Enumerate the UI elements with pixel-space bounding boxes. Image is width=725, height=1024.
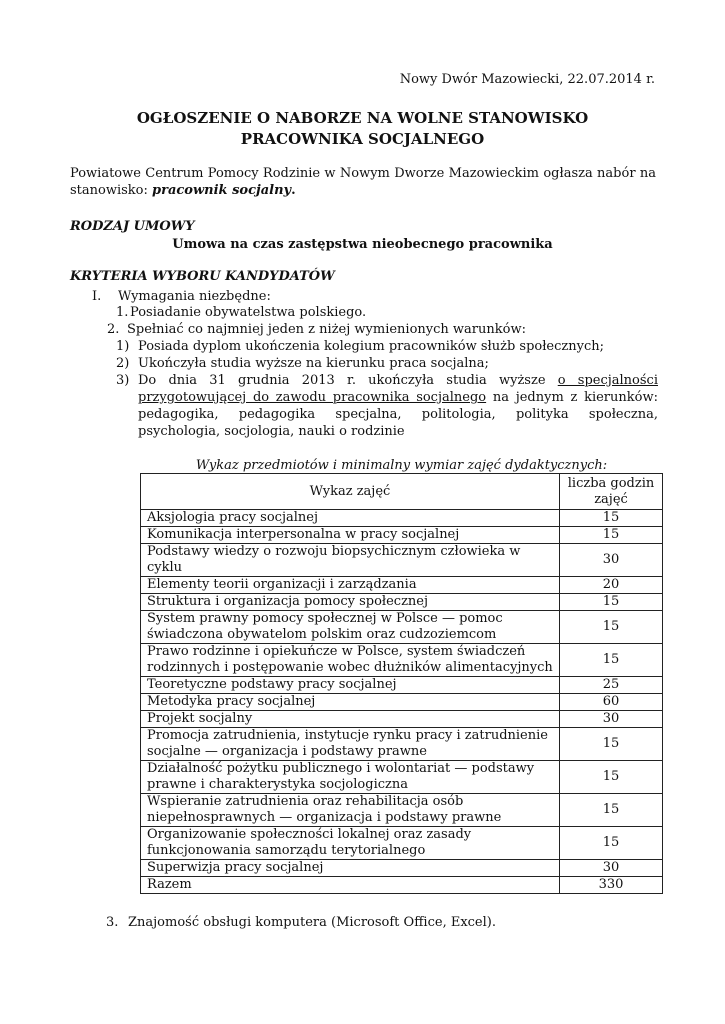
hours-cell: 15 <box>560 794 663 827</box>
contract-value: Umowa na czas zastępstwa nieobecnego pracownika <box>172 237 553 252</box>
subject-cell: Działalność pożytku publicznego i wolontariat — podstawy prawne i charakterystyka socjologiczna <box>141 761 560 794</box>
subject-cell: Promocja zatrudnienia, instytucje rynku pracy i zatrudnienie socjalne — organizacja i podstawy prawne <box>141 728 560 761</box>
table-row <box>141 827 663 860</box>
table-row <box>141 644 663 677</box>
contract-heading: RODZAJ UMOWY <box>70 219 195 234</box>
subject-cell: Teoretyczne podstawy pracy socjalnej <box>141 677 560 694</box>
table-row <box>141 728 663 761</box>
table-row <box>141 544 663 577</box>
table-header-hours: liczba godzin zajęć <box>560 474 663 510</box>
hours-cell: 15 <box>560 527 663 544</box>
hours-cell: 15 <box>560 611 663 644</box>
list-item-number: 1. <box>116 305 129 320</box>
table-row <box>141 677 663 694</box>
sub-list-item-text <box>138 372 658 440</box>
table-header-row <box>141 474 663 510</box>
subject-cell: Organizowanie społeczności lokalnej oraz zasady funkcjonowania samorządu terytorialnego <box>141 827 560 860</box>
subject-cell: System prawny pomocy społecznej w Polsce — pomoc świadczona obywatelom polskim oraz cudzoziemcom <box>141 611 560 644</box>
table-header-subjects: Wykaz zajęć <box>141 474 560 510</box>
hours-cell: 330 <box>560 877 663 894</box>
intro-prefix: stanowisko: <box>70 183 153 198</box>
subject-cell: Aksjologia pracy socjalnej <box>141 510 560 527</box>
table-row <box>141 527 663 544</box>
requirements-number: I. <box>92 289 102 304</box>
subject-cell: Wspieranie zatrudnienia oraz rehabilitacja osób niepełnosprawnych — organizacja i podstawy prawne <box>141 794 560 827</box>
list-item-number: 3. <box>106 915 119 930</box>
table-row-total <box>141 877 663 894</box>
table-row <box>141 611 663 644</box>
title-line-2: PRACOWNIKA SOCJALNEGO <box>240 130 485 148</box>
subject-cell: Struktura i organizacja pomocy społecznej <box>141 594 560 611</box>
sub-list-item-text: Posiada dyplom ukończenia kolegium pracowników służb społecznych; <box>138 339 605 354</box>
table-row <box>141 711 663 728</box>
sub3-part-2: na jednym z kierunków: pedagogika, pedagogika specjalna, politologia, polityka społeczna, psychologia, socjologia, nauki o rodzinie <box>138 390 658 439</box>
list-item-number: 2. <box>107 322 120 337</box>
table-row <box>141 761 663 794</box>
hours-cell: 15 <box>560 761 663 794</box>
intro-position: pracownik socjalny <box>152 183 292 198</box>
list-item-text: Posiadanie obywatelstwa polskiego. <box>130 305 367 320</box>
intro-paragraph <box>70 165 656 199</box>
hours-cell: 30 <box>560 711 663 728</box>
requirements-label: Wymagania niezbędne: <box>118 289 271 304</box>
subject-cell: Prawo rodzinne i opiekuńcze w Polsce, system świadczeń rodzinnych i postępowanie wobec dłużników alimentacyjnych <box>141 644 560 677</box>
sub-list-item-number: 3) <box>116 373 130 388</box>
hours-cell: 60 <box>560 694 663 711</box>
intro-line-1: Powiatowe Centrum Pomocy Rodzinie w Nowym Dworze Mazowieckim ogłasza nabór na <box>70 166 656 181</box>
hours-cell: 15 <box>560 594 663 611</box>
table-row <box>141 594 663 611</box>
criteria-heading: KRYTERIA WYBORU KANDYDATÓW <box>70 269 335 284</box>
hours-cell: 25 <box>560 677 663 694</box>
subject-cell: Superwizja pracy socjalnej <box>141 860 560 877</box>
intro-line-2 <box>70 182 656 199</box>
subject-cell: Metodyka pracy socjalnej <box>141 694 560 711</box>
sub-list-item-number: 2) <box>116 356 130 371</box>
subject-cell: Podstawy wiedzy o rozwoju biopsychicznym człowieka w cyklu <box>141 544 560 577</box>
title-line-1: OGŁOSZENIE O NABORZE NA WOLNE STANOWISKO <box>136 109 589 127</box>
list-item-text: Znajomość obsługi komputera (Microsoft Office, Excel). <box>128 915 496 930</box>
subjects-table <box>140 473 663 894</box>
table-row <box>141 860 663 877</box>
hours-cell: 15 <box>560 510 663 527</box>
hours-cell: 15 <box>560 827 663 860</box>
subject-cell: Elementy teorii organizacji i zarządzania <box>141 577 560 594</box>
hours-cell: 30 <box>560 544 663 577</box>
hours-cell: 30 <box>560 860 663 877</box>
list-item <box>106 914 496 931</box>
place-date: Nowy Dwór Mazowiecki, 22.07.2014 r. <box>399 72 655 87</box>
hours-cell: 15 <box>560 728 663 761</box>
table-row <box>141 577 663 594</box>
sub3-part-1: Do dnia 31 grudnia 2013 r. ukończyła studia wyższe <box>138 373 558 388</box>
intro-suffix: . <box>291 183 296 198</box>
sub3-underlined: o specjalności przygotowującej do zawodu pracownika socjalnego <box>138 373 658 405</box>
table-row <box>141 510 663 527</box>
table-row <box>141 694 663 711</box>
page-title <box>0 108 725 150</box>
hours-cell: 20 <box>560 577 663 594</box>
list-item-text: Spełniać co najmniej jeden z niżej wymienionych warunków: <box>127 322 526 337</box>
subject-cell: Komunikacja interpersonalna w pracy socjalnej <box>141 527 560 544</box>
sub-list-item-text: Ukończyła studia wyższe na kierunku praca socjalna; <box>138 356 489 371</box>
requirements-heading <box>92 288 271 305</box>
hours-cell: 15 <box>560 644 663 677</box>
sub-list-item-number: 1) <box>116 339 130 354</box>
subject-cell: Razem <box>141 877 560 894</box>
table-row <box>141 794 663 827</box>
table-caption: Wykaz przedmiotów i minimalny wymiar zajęć dydaktycznych: <box>195 458 608 473</box>
subject-cell: Projekt socjalny <box>141 711 560 728</box>
